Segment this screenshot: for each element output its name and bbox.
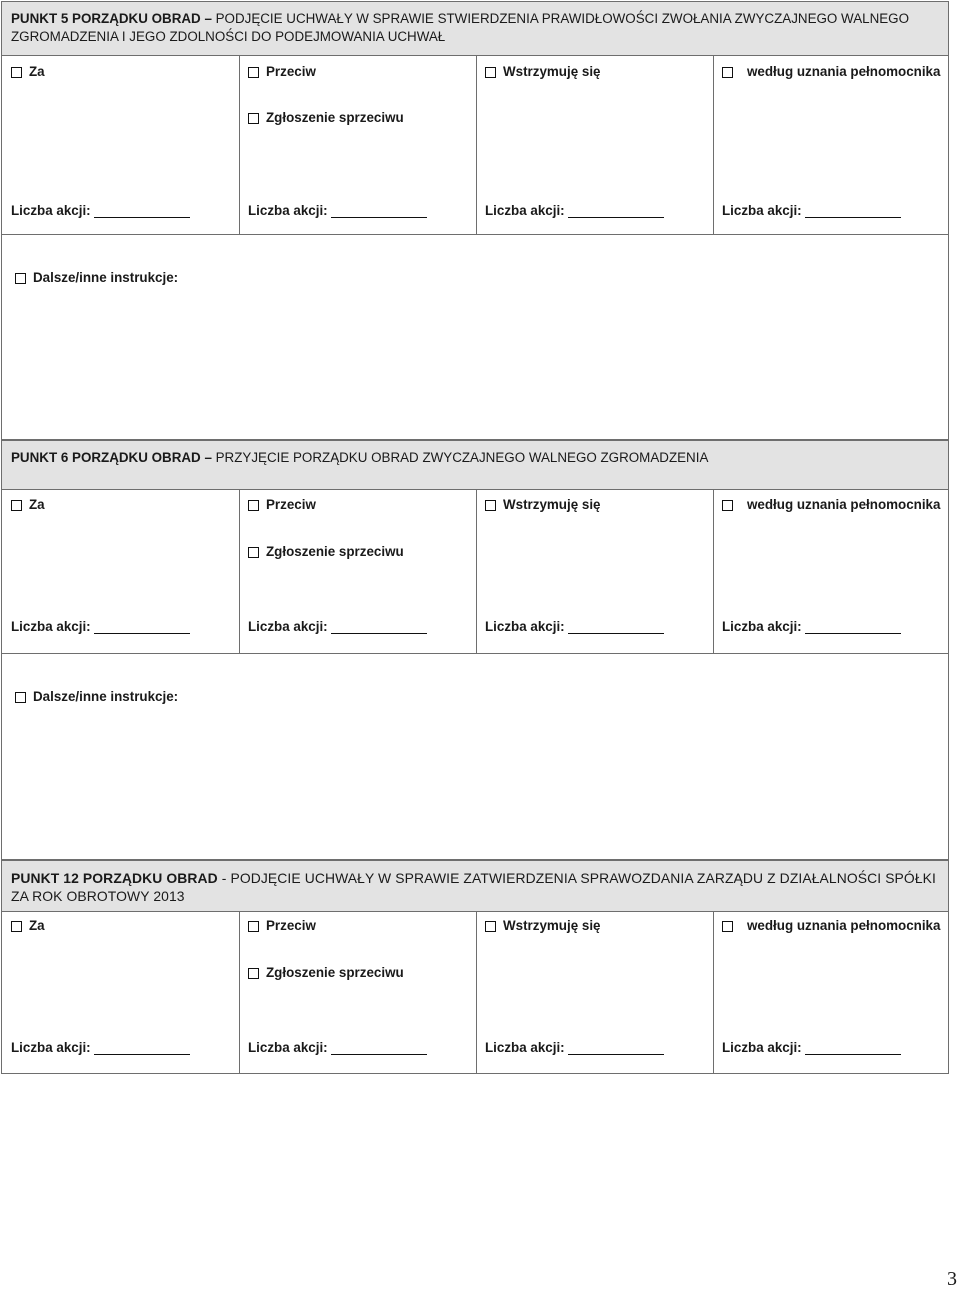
option-label: Przeciw bbox=[266, 64, 316, 79]
option-label: Za bbox=[29, 64, 45, 79]
column-wstrzymuje bbox=[476, 56, 714, 234]
shares-input-line[interactable] bbox=[805, 1042, 901, 1055]
shares-count-za bbox=[11, 1040, 190, 1055]
option-wedlug-uznania[interactable] bbox=[722, 918, 940, 934]
shares-count-wedlug bbox=[722, 203, 901, 218]
page-number: 3 bbox=[947, 1268, 957, 1290]
shares-input-line[interactable] bbox=[568, 205, 664, 218]
shares-label: Liczba akcji: bbox=[11, 203, 91, 218]
checkbox-icon[interactable] bbox=[722, 921, 733, 932]
section-number: PUNKT 6 PORZĄDKU OBRAD bbox=[11, 450, 201, 465]
section-header-punkt-12 bbox=[1, 860, 949, 912]
shares-input-line[interactable] bbox=[805, 205, 901, 218]
option-dalsze-instrukcje[interactable] bbox=[15, 689, 178, 705]
option-wstrzymuje[interactable] bbox=[485, 497, 601, 513]
further-instructions-punkt-6 bbox=[1, 654, 949, 860]
vote-options-grid-punkt-12 bbox=[1, 912, 949, 1074]
checkbox-icon[interactable] bbox=[722, 67, 733, 78]
checkbox-icon[interactable] bbox=[15, 273, 26, 284]
option-wstrzymuje[interactable] bbox=[485, 64, 601, 80]
option-przeciw[interactable] bbox=[248, 497, 316, 513]
option-label: Zgłoszenie sprzeciwu bbox=[266, 544, 404, 559]
shares-input-line[interactable] bbox=[568, 621, 664, 634]
shares-count-przeciw bbox=[248, 1040, 427, 1055]
column-za bbox=[2, 490, 240, 653]
checkbox-icon[interactable] bbox=[248, 547, 259, 558]
option-zgloszenie-sprzeciwu[interactable] bbox=[248, 544, 404, 560]
checkbox-icon[interactable] bbox=[248, 968, 259, 979]
checkbox-icon[interactable] bbox=[15, 692, 26, 703]
option-przeciw[interactable] bbox=[248, 918, 316, 934]
shares-label: Liczba akcji: bbox=[722, 1040, 802, 1055]
shares-count-wstrzymuje bbox=[485, 619, 664, 634]
option-label: Wstrzymuję się bbox=[503, 64, 601, 79]
section-title: PODJĘCIE UCHWAŁY W SPRAWIE STWIERDZENIA PRAWIDŁOWOŚCI ZWOŁANIA ZWYCZAJNEGO WALNEGO ZGROMADZENIA I JEGO ZDOLNOŚCI DO PODEJMOWANIA UCHWAŁ bbox=[11, 11, 910, 44]
section-header-punkt-5 bbox=[1, 1, 949, 56]
option-wedlug-uznania[interactable] bbox=[722, 64, 940, 80]
section-title: PODJĘCIE UCHWAŁY W SPRAWIE ZATWIERDZENIA SPRAWOZDANIA ZARZĄDU Z DZIAŁALNOŚCI SPÓŁKI ZA ROK OBROTOWY 2013 bbox=[11, 870, 936, 904]
section-separator: - bbox=[217, 870, 231, 886]
column-za bbox=[2, 912, 240, 1073]
column-wstrzymuje bbox=[476, 490, 714, 653]
option-label: Przeciw bbox=[266, 497, 316, 512]
option-label: według uznania pełnomocnika bbox=[747, 497, 941, 512]
checkbox-icon[interactable] bbox=[722, 500, 733, 511]
shares-input-line[interactable] bbox=[568, 1042, 664, 1055]
checkbox-icon[interactable] bbox=[248, 500, 259, 511]
section-header-punkt-6 bbox=[1, 440, 949, 490]
option-label: Za bbox=[29, 497, 45, 512]
option-za[interactable] bbox=[11, 918, 45, 934]
checkbox-icon[interactable] bbox=[485, 67, 496, 78]
shares-count-za bbox=[11, 203, 190, 218]
further-instructions-punkt-5 bbox=[1, 235, 949, 440]
checkbox-icon[interactable] bbox=[485, 921, 496, 932]
checkbox-icon[interactable] bbox=[248, 113, 259, 124]
option-zgloszenie-sprzeciwu[interactable] bbox=[248, 965, 404, 981]
option-label: Wstrzymuję się bbox=[503, 497, 601, 512]
option-label: Zgłoszenie sprzeciwu bbox=[266, 110, 404, 125]
shares-label: Liczba akcji: bbox=[11, 1040, 91, 1055]
option-przeciw[interactable] bbox=[248, 64, 316, 80]
option-dalsze-instrukcje[interactable] bbox=[15, 270, 178, 286]
shares-count-wedlug bbox=[722, 1040, 901, 1055]
shares-label: Liczba akcji: bbox=[11, 619, 91, 634]
checkbox-icon[interactable] bbox=[485, 500, 496, 511]
shares-count-przeciw bbox=[248, 203, 427, 218]
option-label: Wstrzymuję się bbox=[503, 918, 601, 933]
checkbox-icon[interactable] bbox=[248, 921, 259, 932]
shares-label: Liczba akcji: bbox=[722, 619, 802, 634]
option-wstrzymuje[interactable] bbox=[485, 918, 601, 934]
option-za[interactable] bbox=[11, 497, 45, 513]
section-separator: – bbox=[200, 11, 216, 26]
column-przeciw bbox=[239, 912, 477, 1073]
option-label: Za bbox=[29, 918, 45, 933]
vote-options-grid-punkt-5 bbox=[1, 56, 949, 235]
shares-input-line[interactable] bbox=[805, 621, 901, 634]
shares-label: Liczba akcji: bbox=[248, 1040, 328, 1055]
column-przeciw bbox=[239, 490, 477, 653]
shares-label: Liczba akcji: bbox=[485, 1040, 565, 1055]
option-zgloszenie-sprzeciwu[interactable] bbox=[248, 110, 404, 126]
shares-input-line[interactable] bbox=[331, 1042, 427, 1055]
shares-count-wedlug bbox=[722, 619, 901, 634]
section-title: PRZYJĘCIE PORZĄDKU OBRAD ZWYCZAJNEGO WALNEGO ZGROMADZENIA bbox=[215, 450, 709, 465]
shares-label: Liczba akcji: bbox=[248, 203, 328, 218]
option-wedlug-uznania[interactable] bbox=[722, 497, 940, 513]
column-za bbox=[2, 56, 240, 234]
shares-input-line[interactable] bbox=[331, 621, 427, 634]
column-wstrzymuje bbox=[476, 912, 714, 1073]
option-label: Dalsze/inne instrukcje: bbox=[33, 689, 179, 704]
option-za[interactable] bbox=[11, 64, 45, 80]
option-label: Zgłoszenie sprzeciwu bbox=[266, 965, 404, 980]
section-number: PUNKT 5 PORZĄDKU OBRAD bbox=[11, 11, 201, 26]
shares-label: Liczba akcji: bbox=[485, 203, 565, 218]
column-wedlug-uznania bbox=[713, 490, 949, 653]
column-przeciw bbox=[239, 56, 477, 234]
checkbox-icon[interactable] bbox=[248, 67, 259, 78]
option-label: według uznania pełnomocnika bbox=[747, 64, 941, 79]
shares-input-line[interactable] bbox=[94, 205, 190, 218]
vote-options-grid-punkt-6 bbox=[1, 490, 949, 654]
shares-label: Liczba akcji: bbox=[722, 203, 802, 218]
checkbox-icon[interactable] bbox=[11, 67, 22, 78]
shares-label: Liczba akcji: bbox=[248, 619, 328, 634]
shares-count-wstrzymuje bbox=[485, 1040, 664, 1055]
section-number: PUNKT 12 PORZĄDKU OBRAD bbox=[11, 870, 218, 886]
shares-input-line[interactable] bbox=[331, 205, 427, 218]
section-separator: – bbox=[200, 450, 216, 465]
column-wedlug-uznania bbox=[713, 56, 949, 234]
checkbox-icon[interactable] bbox=[11, 500, 22, 511]
checkbox-icon[interactable] bbox=[11, 921, 22, 932]
shares-label: Liczba akcji: bbox=[485, 619, 565, 634]
shares-input-line[interactable] bbox=[94, 1042, 190, 1055]
column-wedlug-uznania bbox=[713, 912, 949, 1073]
shares-input-line[interactable] bbox=[94, 621, 190, 634]
option-label: według uznania pełnomocnika bbox=[747, 918, 941, 933]
shares-count-wstrzymuje bbox=[485, 203, 664, 218]
option-label: Dalsze/inne instrukcje: bbox=[33, 270, 179, 285]
option-label: Przeciw bbox=[266, 918, 316, 933]
shares-count-za bbox=[11, 619, 190, 634]
shares-count-przeciw bbox=[248, 619, 427, 634]
